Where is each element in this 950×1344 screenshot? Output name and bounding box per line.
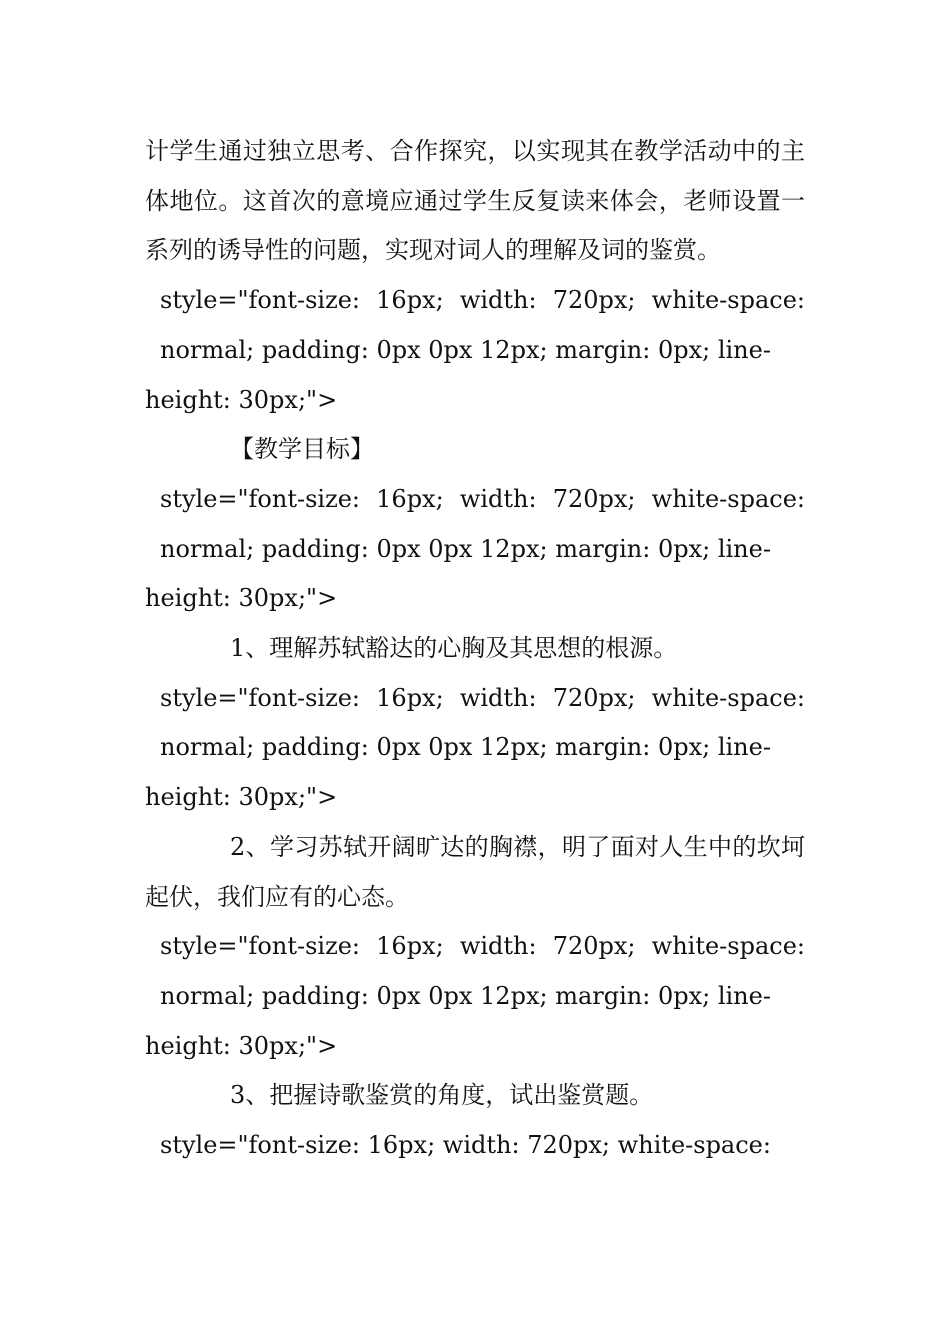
style-code-text: style="font-size: 16px; width: 720px; white-space: normal; padding: 0px 0px 12px; margin: 0px; line- [160,484,805,563]
style-code-text-end: height: 30px;"> [145,385,338,414]
style-code-block [145,922,805,1071]
style-code-block [145,276,805,425]
goal-item-1: 1、理解苏轼豁达的心胸及其思想的根源。 [230,634,678,663]
style-code-block [145,475,805,624]
style-code-block [145,674,805,823]
style-code-text: style="font-size: 16px; width: 720px; white-space: normal; padding: 0px 0px 12px; margin: 0px; line- [160,932,805,1010]
style-code-text-end: height: 30px;"> [145,584,338,613]
section-heading: 【教学目标】 [230,435,374,464]
goal-item-2: 2、学习苏轼开阔旷达的胸襟，明了面对人生中的坎坷起伏，我们应有的心态。 [145,832,805,911]
intro-paragraph: 计学生通过独立思考、合作探究，以实现其在教学活动中的主体地位。这首次的意境应通过学生反复读来体会，老师设置一系列的诱导性的问题，实现对词人的理解及词的鉴赏。 [145,137,805,265]
style-code-text-end: height: 30px;"> [145,783,338,812]
goal-item-3: 3、把握诗歌鉴赏的角度，试出鉴赏题。 [230,1081,654,1110]
style-code-block-partial: style="font-size: 16px; width: 720px; white-space: [160,1131,771,1160]
style-code-text: style="font-size: 16px; width: 720px; white-space: normal; padding: 0px 0px 12px; margin: 0px; line- [160,286,805,364]
document-page [145,127,805,1171]
style-code-text-end: height: 30px;"> [145,1031,338,1060]
style-code-text: style="font-size: 16px; width: 720px; white-space: normal; padding: 0px 0px 12px; margin: 0px; line- [160,683,805,762]
